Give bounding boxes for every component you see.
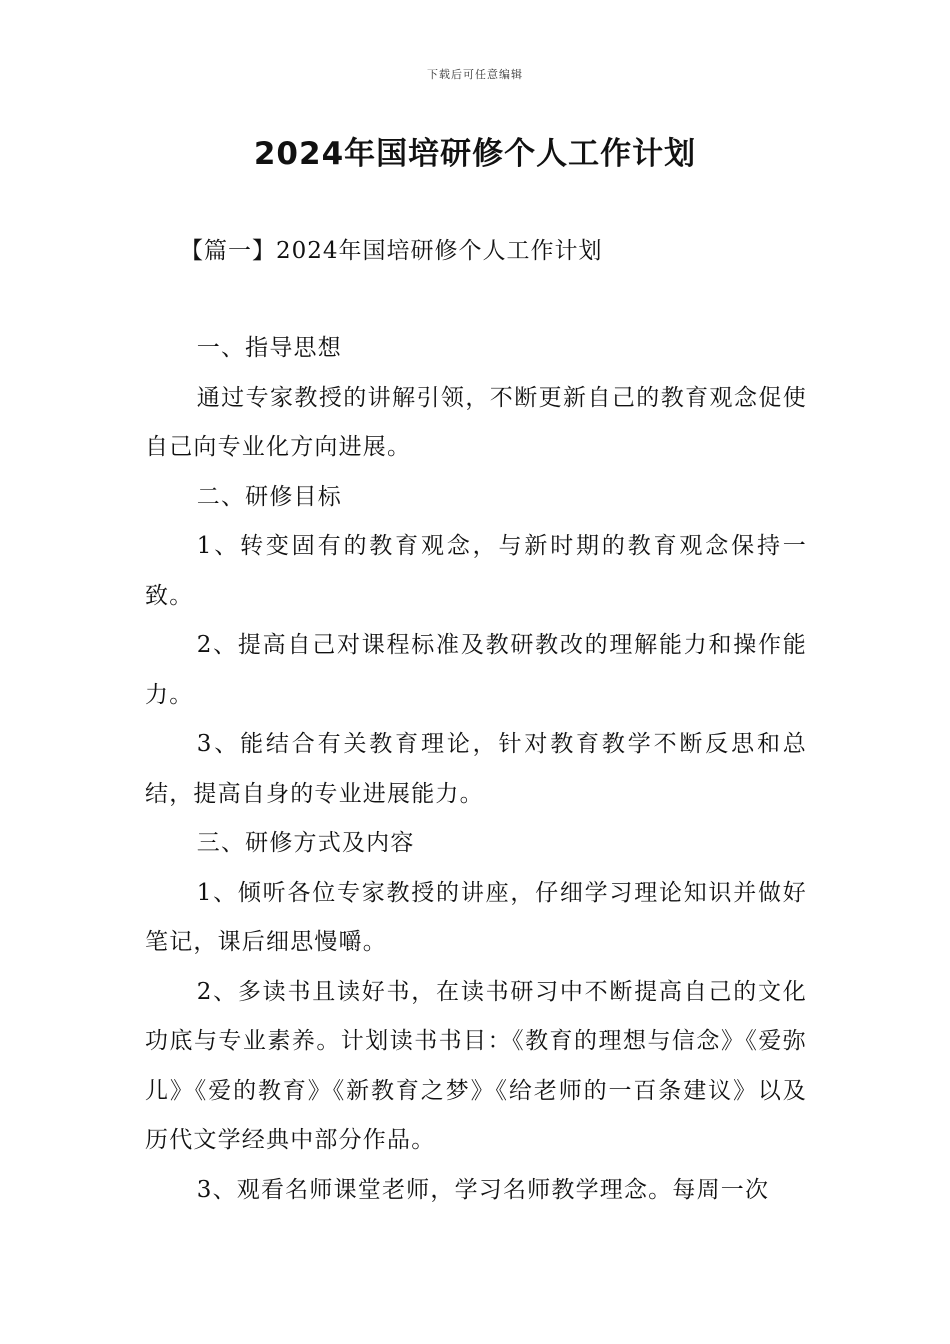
paragraph: 3、观看名师课堂老师，学习名师教学理念。每周一次 <box>196 1176 770 1203</box>
paragraph: 1、转变固有的教育观念，与新时期的教育观念保持一致。 <box>145 533 807 609</box>
paragraph: 3、能结合有关教育理论，针对教育教学不断反思和总结，提高自身的专业进展能力。 <box>145 731 807 807</box>
paragraph: 2、多读书且读好书，在读书研习中不断提高自己的文化功底与专业素养。计划读书书目：《教育的理想与信念》《爱弥儿》《爱的教育》《新教育之梦》《给老师的一百条建议》以及历代文学经典中部分作品。 <box>145 978 807 1153</box>
paragraph-heading-study-goals: 二、研修目标 <box>196 483 342 510</box>
paragraph: 通过专家教授的讲解引领，不断更新自己的教育观念促使自己向专业化方向进展。 <box>145 384 807 460</box>
paragraph: 2、提高自己对课程标准及教研教改的理解能力和操作能力。 <box>145 632 807 708</box>
header-note: 下载后可任意编辑 <box>427 68 523 81</box>
paragraph-heading-study-methods: 三、研修方式及内容 <box>196 830 415 856</box>
section-title: 【篇一】2024年国培研修个人工作计划 <box>180 238 603 264</box>
paragraph: 1、倾听各位专家教授的讲座，仔细学习理论知识并做好笔记，课后细思慢嚼。 <box>145 879 807 955</box>
document-title: 2024年国培研修个人工作计划 <box>253 136 697 172</box>
document-body <box>145 324 807 1215</box>
paragraph-heading-guiding-ideology: 一、指导思想 <box>196 335 342 361</box>
